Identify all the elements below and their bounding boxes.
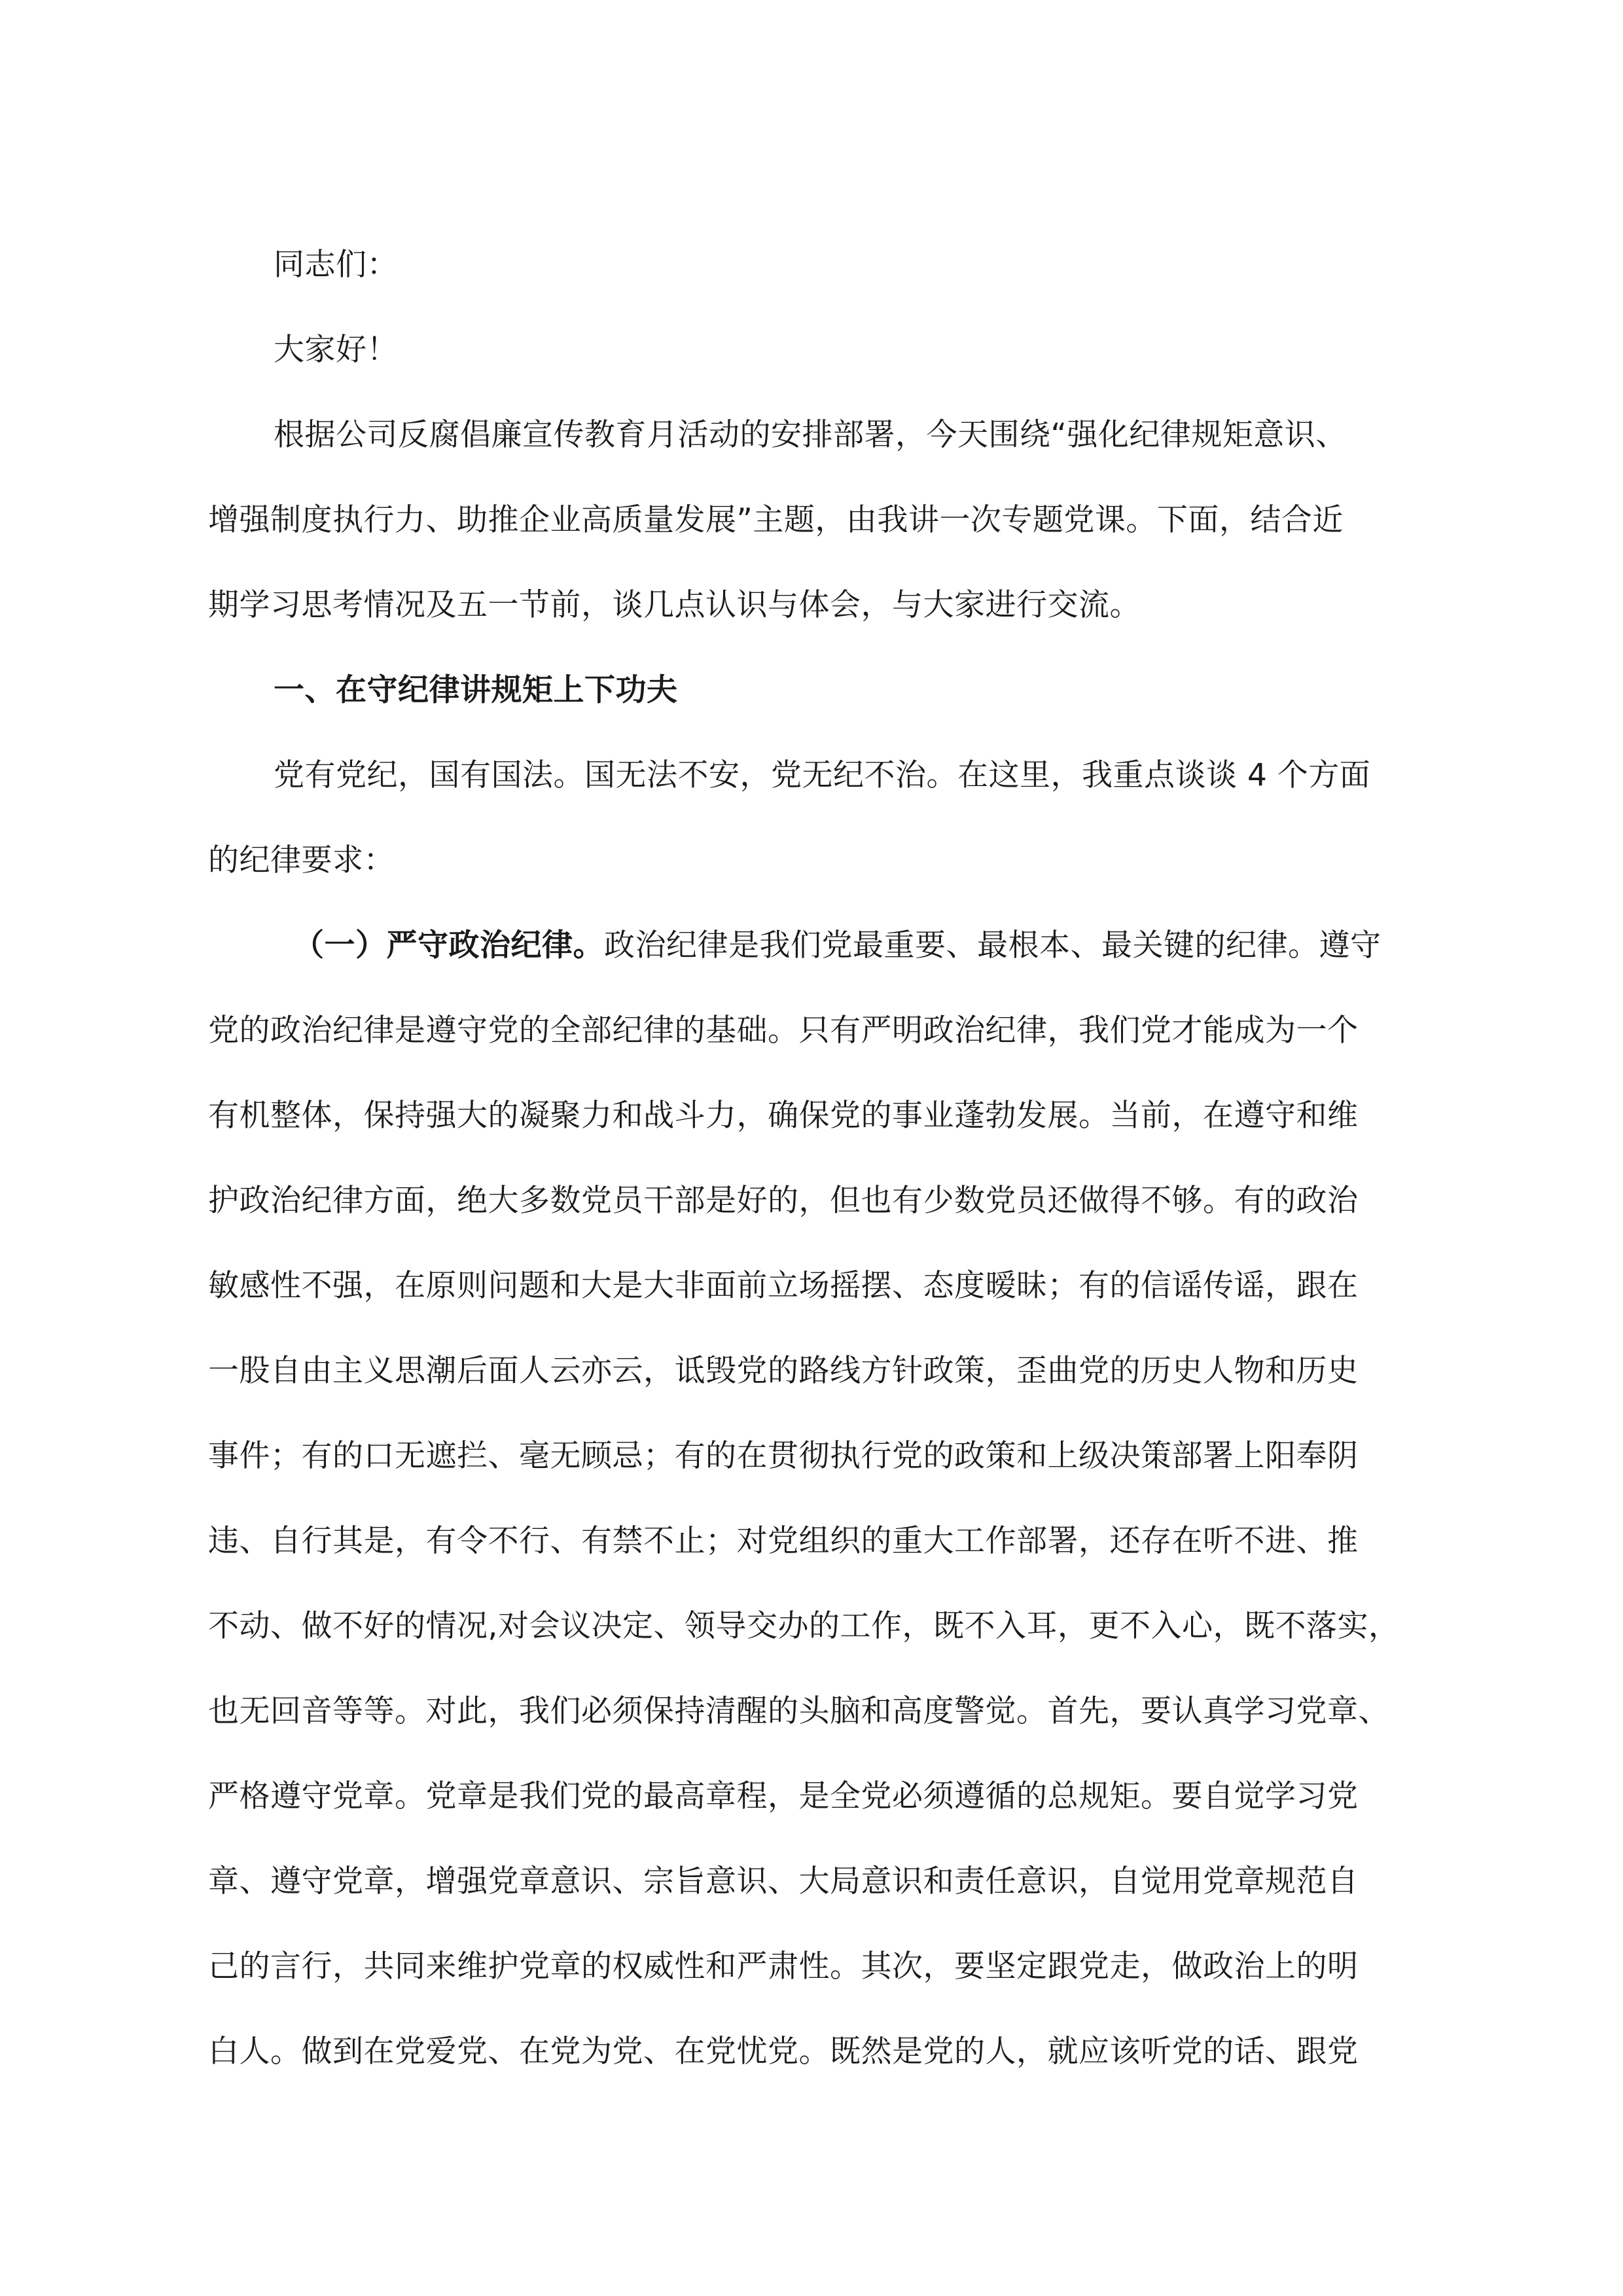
intro-line-1: 根据公司反腐倡廉宣传教育月活动的安排部署，今天围绕“强化纪律规矩意识、: [274, 417, 1347, 453]
body-line: 不动、做不好的情况,对会议决定、领导交办的工作，既不入耳，更不入心，既不落实，: [208, 1608, 1400, 1644]
intro-line-3: 期学习思考情况及五一节前，谈几点认识与体会，与大家进行交流。: [208, 587, 1141, 623]
body-line: 白人。做到在党爱党、在党为党、在党忧党。既然是党的人，就应该听党的话、跟党: [208, 2034, 1359, 2070]
subsection-title: （一）严守政治纪律。: [293, 927, 604, 963]
subsection-first-line: [208, 903, 1458, 988]
body-line: 己的言行，共同来维护党章的权威性和严肃性。其次，要坚定跟党走，做政治上的明: [208, 1948, 1359, 1984]
body-line: 敏感性不强，在原则问题和大是大非面前立场摇摆、态度暧昧；有的信谣传谣，跟在: [208, 1268, 1359, 1304]
body-line: 严格遵守党章。党章是我们党的最高章程，是全党必须遵循的总规矩。要自觉学习党: [208, 1778, 1359, 1814]
body-line: 一股自由主义思潮后面人云亦云，诋毁党的路线方针政策，歪曲党的历史人物和历史: [208, 1353, 1359, 1389]
body-line: 违、自行其是，有令不行、有禁不止；对党组织的重大工作部署，还存在听不进、推: [208, 1523, 1359, 1559]
body-line: 事件；有的口无遮拦、毫无顾忌；有的在贯彻执行党的政策和上级决策部署上阳奉阴: [208, 1438, 1359, 1474]
body-line: 章、遵守党章，增强党章意识、宗旨意识、大局意识和责任意识，自觉用党章规范自: [208, 1863, 1359, 1899]
body-line: 也无回音等等。对此，我们必须保持清醒的头脑和高度警觉。首先，要认真学习党章、: [208, 1693, 1389, 1729]
section-intro-line-1: 党有党纪，国有国法。国无法不安，党无纪不治。在这里，我重点谈谈 4 个方面: [274, 757, 1371, 793]
document-body: [208, 223, 1458, 2094]
subsection-first-text: 政治纪律是我们党最重要、最根本、最关键的纪律。遵守: [604, 927, 1382, 963]
body-line: 有机整体，保持强大的凝聚力和战斗力，确保党的事业蓬勃发展。当前，在遵守和维: [208, 1098, 1359, 1134]
greeting-line: 大家好！: [274, 332, 398, 368]
body-line: 护政治纪律方面，绝大多数党员干部是好的，但也有少数党员还做得不够。有的政治: [208, 1183, 1359, 1219]
section-intro-line-2: 的纪律要求：: [208, 842, 395, 878]
salutation: 同志们：: [274, 247, 398, 283]
body-line: 党的政治纪律是遵守党的全部纪律的基础。只有严明政治纪律，我们党才能成为一个: [208, 1013, 1359, 1049]
intro-line-2: 增强制度执行力、助推企业高质量发展”主题，由我讲一次专题党课。下面，结合近: [208, 502, 1344, 538]
section-heading: 一、在守纪律讲规矩上下功夫: [274, 672, 678, 708]
